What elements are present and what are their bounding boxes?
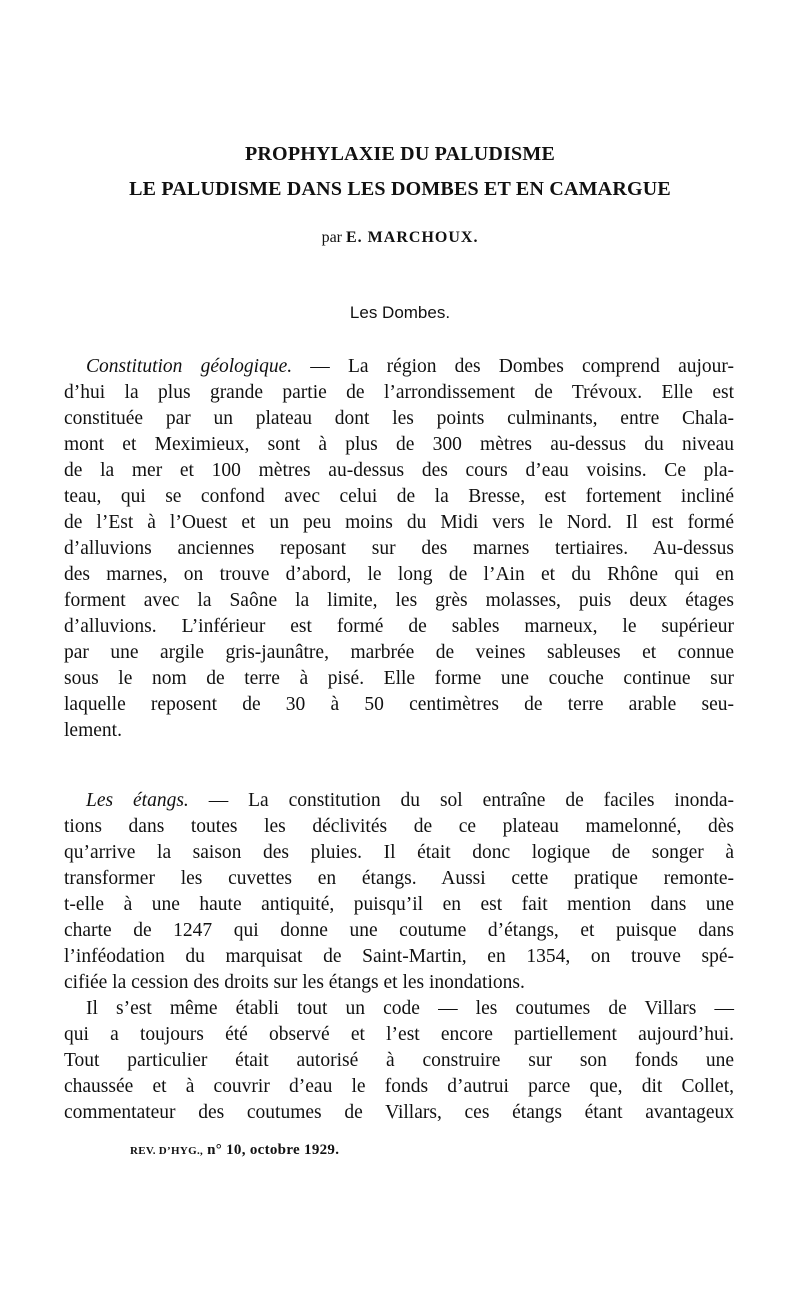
article-title-line-1: PROPHYLAXIE DU PALUDISME [245, 143, 555, 165]
page-footer [130, 1142, 339, 1159]
paragraph-line: chaussée et à couvrir d’eau le fonds d’autrui parce que, dit Collet, [64, 1076, 734, 1097]
paragraph-line: qu’arrive la saison des pluies. Il était donc logique de songer à [64, 842, 734, 863]
paragraph-line: commentateur des coutumes de Villars, ces étangs étant avantageux [64, 1102, 734, 1123]
section-heading: Les Dombes. [349, 303, 451, 322]
issue-info: n° 10, octobre 1929. [207, 1142, 340, 1158]
paragraph-line [64, 788, 734, 814]
paragraph-line: teau, qui se confond avec celui de la Bresse, est fortement incliné [64, 486, 734, 507]
author-name: E. MARCHOUX. [346, 229, 479, 246]
paragraph-line: laquelle reposent de 30 à 50 centimètres de terre arable seu- [64, 694, 734, 715]
paragraph-geology [64, 354, 734, 744]
paragraph-line: t-elle à une haute antiquité, puisqu’il en est fait mention dans une [64, 894, 734, 915]
paragraph-line: de l’Est à l’Ouest et un peu moins du Midi vers le Nord. Il est formé [64, 512, 734, 533]
paragraph-line: tions dans toutes les déclivités de ce plateau mamelonné, dès [64, 816, 734, 837]
paragraph-text: — La constitution du sol entraîne de faciles inonda- [188, 790, 734, 811]
paragraph-line: d’alluvions anciennes reposant sur des marnes tertiaires. Au-dessus [64, 538, 734, 559]
paragraph-line [64, 354, 734, 380]
paragraph-line: d’alluvions. L’inférieur est formé de sables marneux, le supérieur [64, 616, 734, 637]
paragraph-line: des marnes, on trouve d’abord, le long de l’Ain et du Rhône qui en [64, 564, 734, 585]
paragraph-line: sous le nom de terre à pisé. Elle forme une couche continue sur [64, 668, 734, 689]
paragraph-code [64, 996, 734, 1126]
paragraph-line: transformer les cuvettes en étangs. Aussi cette pratique remonte- [64, 868, 734, 889]
paragraph-line: charte de 1247 qui donne une coutume d’étangs, et puisque dans [64, 920, 734, 941]
paragraph-line: de la mer et 100 mètres au-dessus des cours d’eau voisins. Ce pla- [64, 460, 734, 481]
paragraph-line: cifiée la cession des droits sur les étangs et les inondations. [64, 972, 525, 993]
journal-abbreviation: REV. D’HYG., [130, 1145, 204, 1157]
paragraph-line: mont et Meximieux, sont à plus de 300 mètres au-dessus du niveau [64, 434, 734, 455]
paragraph-lead: Constitution géologique. [86, 356, 293, 377]
paragraph-line: Il s’est même établi tout un code — les coutumes de Villars — [86, 998, 734, 1019]
author-prefix: par [321, 229, 342, 246]
paragraph-line: d’hui la plus grande partie de l’arrondissement de Trévoux. Elle est [64, 382, 734, 403]
paragraph-text: — La région des Dombes comprend aujour- [292, 356, 734, 377]
paragraph-line: constituée par un plateau dont les points culminants, entre Chala- [64, 408, 734, 429]
paragraph-line: Tout particulier était autorisé à construire sur son fonds une [64, 1050, 734, 1071]
paragraph-ponds [64, 788, 734, 996]
paragraph-line: l’inféodation du marquisat de Saint-Martin, en 1354, on trouve spé- [64, 946, 734, 967]
paragraph-line: lement. [64, 720, 122, 741]
paragraph-line: qui a toujours été observé et l’est encore partiellement aujourd’hui. [64, 1024, 734, 1045]
paragraph-line: forment avec la Saône la limite, les grès molasses, puis deux étages [64, 590, 734, 611]
article-title-line-2: LE PALUDISME DANS LES DOMBES ET EN CAMARGUE [129, 178, 671, 200]
author-line [0, 229, 800, 247]
paragraph-line: par une argile gris-jaunâtre, marbrée de veines sableuses et connue [64, 642, 734, 663]
paragraph-lead: Les étangs. [86, 790, 189, 811]
